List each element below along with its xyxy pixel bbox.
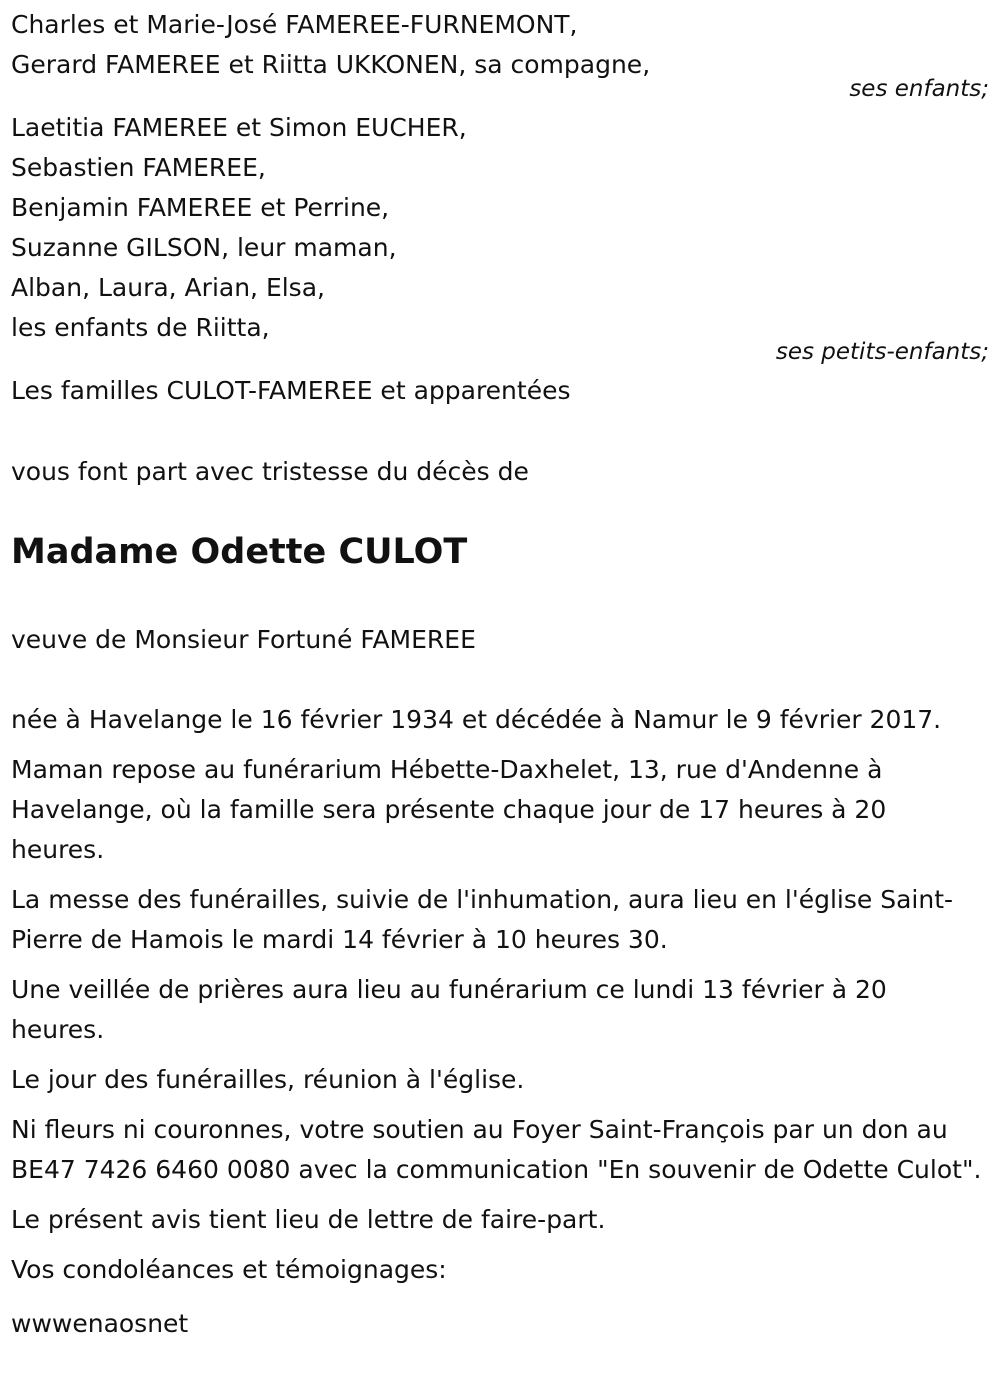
grandchildren-line: Benjamin FAMEREE et Perrine, (11, 193, 390, 222)
widow-of-line: veuve de Monsieur Fortuné FAMEREE (11, 625, 476, 654)
grandchildren-line: Laetitia FAMEREE et Simon EUCHER, (11, 113, 467, 142)
vigil-paragraph: Une veillée de prières aura lieu au funérarium ce lundi 13 février à 20 heures. (11, 975, 887, 1044)
grandchildren-block (11, 108, 991, 348)
grandchildren-line: les enfants de Riitta, (11, 313, 270, 342)
children-role: ses enfants; (849, 76, 989, 102)
donation-paragraph: Ni fleurs ni couronnes, votre soutien au Foyer Saint-François par un don au BE47 7426 6460 0080 avec la communication "En souvenir de Odette Culot". (11, 1115, 982, 1184)
children-line: Gerard FAMEREE et Riitta UKKONEN, sa compagne, (11, 50, 651, 79)
deceased-name: Madame Odette CULOT (11, 532, 468, 572)
children-line: Charles et Marie-José FAMEREE-FURNEMONT, (11, 10, 578, 39)
condolences-paragraph: Vos condoléances et témoignages: (11, 1255, 447, 1284)
grandchildren-role: ses petits-enfants; (775, 339, 989, 365)
announcement-line: vous font part avec tristesse du décès de (11, 457, 529, 486)
grandchildren-line: Suzanne GILSON, leur maman, (11, 233, 397, 262)
details-block (11, 690, 991, 1344)
grandchildren-line: Sebastien FAMEREE, (11, 153, 266, 182)
birth-death-paragraph: née à Havelange le 16 février 1934 et décédée à Namur le 9 février 2017. (11, 705, 942, 734)
children-block (11, 5, 991, 85)
meeting-paragraph: Le jour des funérailles, réunion à l'église. (11, 1065, 525, 1094)
website-link[interactable]: wwwenaosnet (11, 1309, 189, 1338)
funerarium-paragraph: Maman repose au funérarium Hébette-Daxhelet, 13, rue d'Andenne à Havelange, où la famille sera présente chaque jour de 17 heures à 20 heures. (11, 755, 887, 864)
notice-paragraph: Le présent avis tient lieu de lettre de faire-part. (11, 1205, 606, 1234)
funeral-mass-paragraph: La messe des funérailles, suivie de l'inhumation, aura lieu en l'église Saint-Pierre de Hamois le mardi 14 février à 10 heures 30. (11, 885, 954, 954)
families-line: Les familles CULOT-FAMEREE et apparentées (11, 376, 571, 405)
grandchildren-line: Alban, Laura, Arian, Elsa, (11, 273, 325, 302)
